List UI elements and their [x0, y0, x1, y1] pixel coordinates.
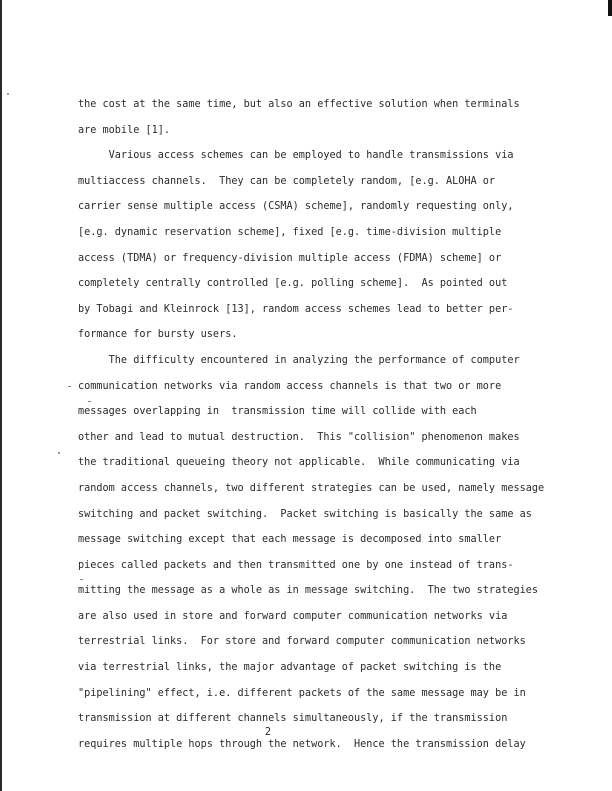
text-line: by Tobagi and Kleinrock [13], random access schemes lead to better per-	[78, 303, 514, 315]
text-line: The difficulty encountered in analyzing the performance of computer	[78, 354, 520, 366]
text-line: random access channels, two different strategies can be used, namely message	[78, 482, 545, 494]
text-line: via terrestrial links, the major advantage of packet switching is the	[78, 662, 502, 674]
text-line: Various access schemes can be employed to handle transmissions via	[78, 150, 514, 162]
page-number: 2	[264, 727, 272, 738]
text-line: are also used in store and forward computer communication networks via	[78, 610, 508, 622]
text-line: messages overlapping in transmission time will collide with each	[78, 406, 477, 418]
text-line: formance for bursty users.	[78, 329, 238, 341]
scan-edge-line	[0, 0, 2, 791]
text-line: the cost at the same time, but also an effective solution when terminals	[78, 99, 520, 110]
text-line: completely centrally controlled [e.g. polling scheme]. As pointed out	[78, 278, 508, 290]
text-line: multiaccess channels. They can be completely random, [e.g. ALOHA or	[78, 175, 496, 187]
text-line: access (TDMA) or frequency-division multiple access (FDMA) scheme] or	[78, 252, 502, 264]
scan-speck	[7, 93, 9, 95]
text-line: other and lead to mutual destruction. This "collision" phenomenon makes	[78, 431, 520, 443]
text-line: message switching except that each message is decomposed into smaller	[78, 534, 502, 546]
text-line: carrier sense multiple access (CSMA) scheme], randomly requesting only,	[78, 201, 514, 213]
text-line: mitting the message as a whole as in message switching. The two strategies	[78, 585, 539, 597]
scan-speck	[58, 452, 60, 454]
text-line: [e.g. dynamic reservation scheme], fixed [e.g. time-division multiple	[78, 226, 502, 238]
text-line: terrestrial links. For store and forward computer communication networks	[78, 636, 526, 648]
text-line: pieces called packets and then transmitted one by one instead of trans-	[78, 559, 514, 571]
scan-speck	[68, 386, 71, 387]
text-line: communication networks via random access channels is that two or more	[78, 380, 502, 392]
text-line: the traditional queueing theory not applicable. While communicating via	[78, 457, 520, 469]
text-line: are mobile [1].	[78, 124, 171, 136]
text-line: switching and packet switching. Packet switching is basically the same as	[78, 508, 532, 520]
text-line: transmission at different channels simultaneously, if the transmission	[78, 713, 508, 725]
text-line: requires multiple hops through the network. Hence the transmission delay	[78, 738, 526, 750]
body-text	[78, 92, 568, 757]
scan-corner-mark	[608, 0, 612, 16]
text-line: "pipelining" effect, i.e. different packets of the same message may be in	[78, 687, 526, 699]
